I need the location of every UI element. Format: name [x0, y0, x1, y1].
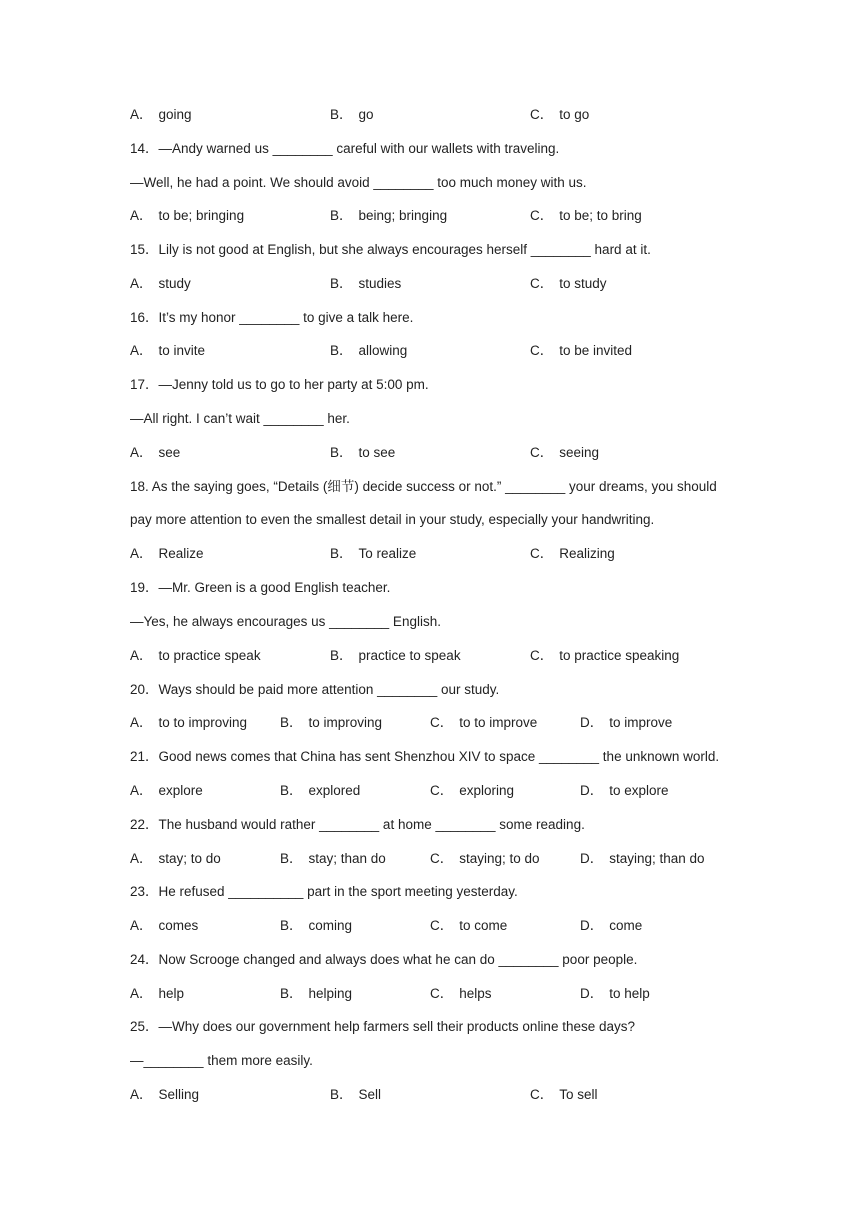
options-row — [130, 714, 770, 732]
option-letter: D． — [580, 918, 604, 933]
answer-option — [530, 207, 642, 225]
option-letter: B． — [280, 918, 303, 933]
option-letter: C． — [430, 851, 454, 866]
option-letter: B． — [330, 445, 353, 460]
option-letter: C． — [530, 208, 554, 223]
option-letter: B． — [280, 851, 303, 866]
option-letter: B． — [330, 208, 353, 223]
option-letter: A． — [130, 918, 153, 933]
option-letter: C． — [530, 107, 554, 122]
option-text: Sell — [358, 1087, 382, 1102]
answer-option — [530, 342, 632, 360]
answer-option — [580, 917, 642, 935]
answer-option — [530, 275, 607, 293]
question-text: 14．—Andy warned us ________ careful with our wallets with traveling. — [130, 141, 560, 156]
option-letter: C． — [530, 343, 554, 358]
option-text: to improving — [308, 715, 383, 730]
option-text: helps — [459, 986, 492, 1001]
option-text: practice to speak — [358, 648, 461, 663]
answer-option — [330, 444, 395, 462]
option-letter: C． — [430, 918, 454, 933]
answer-option — [430, 782, 514, 800]
option-text: To realize — [358, 546, 417, 561]
options-row — [130, 850, 770, 868]
answer-option — [130, 782, 203, 800]
option-text: to practice speak — [158, 648, 261, 663]
question-text: 18. As the saying goes, “Details (细节) decide success or not.” ________ your dreams, you should — [130, 479, 717, 494]
answer-option — [430, 850, 540, 868]
option-letter: B． — [330, 546, 353, 561]
question-text: 24．Now Scrooge changed and always does what he can do ________ poor people. — [130, 952, 638, 967]
answer-option — [130, 714, 247, 732]
option-text: helping — [308, 986, 353, 1001]
option-text: to study — [559, 276, 607, 291]
option-text: to come — [459, 918, 508, 933]
answer-option — [580, 985, 650, 1003]
option-letter: A． — [130, 648, 153, 663]
option-letter: B． — [330, 276, 353, 291]
option-text: comes — [158, 918, 199, 933]
option-text: to be invited — [559, 343, 633, 358]
answer-option — [130, 850, 221, 868]
answer-option — [280, 714, 382, 732]
option-text: to invite — [158, 343, 206, 358]
option-text: to be; to bring — [559, 208, 642, 223]
options-row — [130, 342, 770, 360]
answer-option — [130, 207, 244, 225]
options-row — [130, 647, 770, 665]
options-row — [130, 207, 770, 225]
option-letter: C． — [530, 276, 554, 291]
question-text: 20．Ways should be paid more attention ________ our study. — [130, 682, 500, 697]
options-row — [130, 275, 770, 293]
option-text: study — [158, 276, 191, 291]
option-letter: A． — [130, 208, 153, 223]
answer-option — [530, 106, 589, 124]
option-text: Realizing — [559, 546, 615, 561]
options-row — [130, 545, 770, 563]
option-text: help — [158, 986, 185, 1001]
question-text: —________ them more easily. — [130, 1053, 313, 1068]
answer-option — [530, 545, 615, 563]
option-letter: A． — [130, 715, 153, 730]
answer-option — [330, 106, 374, 124]
option-letter: B． — [330, 343, 353, 358]
question-text: 16．It’s my honor ________ to give a talk here. — [130, 310, 414, 325]
question-text: —All right. I can’t wait ________ her. — [130, 411, 350, 426]
answer-option — [130, 985, 184, 1003]
question-text: 23．He refused __________ part in the sport meeting yesterday. — [130, 884, 518, 899]
answer-option — [330, 647, 461, 665]
option-letter: A． — [130, 343, 153, 358]
option-text: see — [158, 445, 181, 460]
answer-option — [130, 647, 261, 665]
question-text: pay more attention to even the smallest detail in your study, especially your handwriting. — [130, 512, 655, 527]
option-text: Realize — [158, 546, 204, 561]
option-letter: B． — [280, 783, 303, 798]
option-letter: B． — [330, 1087, 353, 1102]
options-row — [130, 985, 770, 1003]
option-text: studies — [358, 276, 402, 291]
option-letter: D． — [580, 715, 604, 730]
option-letter: C． — [530, 648, 554, 663]
question-text: 19．—Mr. Green is a good English teacher. — [130, 580, 391, 595]
option-letter: C． — [530, 445, 554, 460]
answer-option — [530, 1086, 598, 1104]
option-letter: A． — [130, 546, 153, 561]
options-row — [130, 106, 770, 124]
answer-option — [130, 1086, 199, 1104]
option-letter: C． — [530, 546, 554, 561]
option-letter: B． — [280, 715, 303, 730]
option-text: exploring — [459, 783, 515, 798]
option-letter: C． — [530, 1087, 554, 1102]
option-text: to go — [559, 107, 590, 122]
option-letter: A． — [130, 1087, 153, 1102]
question-text: 21．Good news comes that China has sent Shenzhou XIV to space ________ the unknown world. — [130, 749, 720, 764]
option-text: Selling — [158, 1087, 200, 1102]
answer-option — [580, 782, 669, 800]
option-text: to improve — [609, 715, 673, 730]
question-text: 17．—Jenny told us to go to her party at 5:00 pm. — [130, 377, 429, 392]
option-text: to be; bringing — [158, 208, 245, 223]
option-letter: D． — [580, 783, 604, 798]
answer-option — [130, 444, 180, 462]
option-text: staying; than do — [609, 851, 705, 866]
option-text: to practice speaking — [559, 648, 680, 663]
option-letter: A． — [130, 851, 153, 866]
answer-option — [130, 917, 198, 935]
option-text: explore — [158, 783, 203, 798]
answer-option — [330, 545, 416, 563]
option-text: staying; to do — [459, 851, 540, 866]
option-text: To sell — [559, 1087, 598, 1102]
answer-option — [280, 917, 352, 935]
options-row — [130, 782, 770, 800]
option-letter: D． — [580, 986, 604, 1001]
answer-option — [130, 342, 205, 360]
answer-option — [280, 782, 360, 800]
question-text: 22．The husband would rather ________ at home ________ some reading. — [130, 817, 585, 832]
option-text: coming — [308, 918, 353, 933]
option-letter: B． — [330, 107, 353, 122]
answer-option — [580, 850, 705, 868]
answer-option — [430, 917, 507, 935]
option-letter: A． — [130, 783, 153, 798]
option-letter: B． — [280, 986, 303, 1001]
option-text: to see — [358, 445, 396, 460]
option-text: go — [358, 107, 374, 122]
answer-option — [330, 275, 401, 293]
option-letter: A． — [130, 276, 153, 291]
option-text: allowing — [358, 343, 408, 358]
answer-option — [430, 714, 537, 732]
options-row — [130, 444, 770, 462]
answer-option — [530, 647, 679, 665]
option-text: being; bringing — [358, 208, 448, 223]
option-text: stay; than do — [308, 851, 386, 866]
option-letter: A． — [130, 986, 153, 1001]
option-letter: A． — [130, 107, 153, 122]
answer-option — [330, 342, 407, 360]
answer-option — [330, 1086, 381, 1104]
option-text: to to improving — [158, 715, 248, 730]
answer-option — [130, 106, 192, 124]
answer-option — [280, 850, 386, 868]
option-text: seeing — [559, 445, 600, 460]
question-text: —Yes, he always encourages us ________ English. — [130, 614, 441, 629]
answer-option — [430, 985, 492, 1003]
option-text: to explore — [609, 783, 669, 798]
options-row — [130, 917, 770, 935]
option-text: to help — [609, 986, 650, 1001]
option-text: to to improve — [459, 715, 538, 730]
option-text: explored — [308, 783, 361, 798]
options-row — [130, 1086, 770, 1104]
answer-option — [280, 985, 352, 1003]
answer-option — [530, 444, 599, 462]
option-letter: C． — [430, 715, 454, 730]
option-letter: D． — [580, 851, 604, 866]
option-text: come — [609, 918, 643, 933]
option-text: going — [158, 107, 192, 122]
option-text: stay; to do — [158, 851, 221, 866]
question-text: —Well, he had a point. We should avoid ________ too much money with us. — [130, 175, 587, 190]
option-letter: C． — [430, 986, 454, 1001]
answer-option — [580, 714, 672, 732]
answer-option — [130, 545, 204, 563]
question-text: 25．—Why does our government help farmers sell their products online these days? — [130, 1019, 636, 1034]
answer-option — [130, 275, 191, 293]
question-text: 15．Lily is not good at English, but she always encourages herself ________ hard at it. — [130, 242, 651, 257]
option-letter: C． — [430, 783, 454, 798]
option-letter: B． — [330, 648, 353, 663]
option-letter: A． — [130, 445, 153, 460]
answer-option — [330, 207, 447, 225]
